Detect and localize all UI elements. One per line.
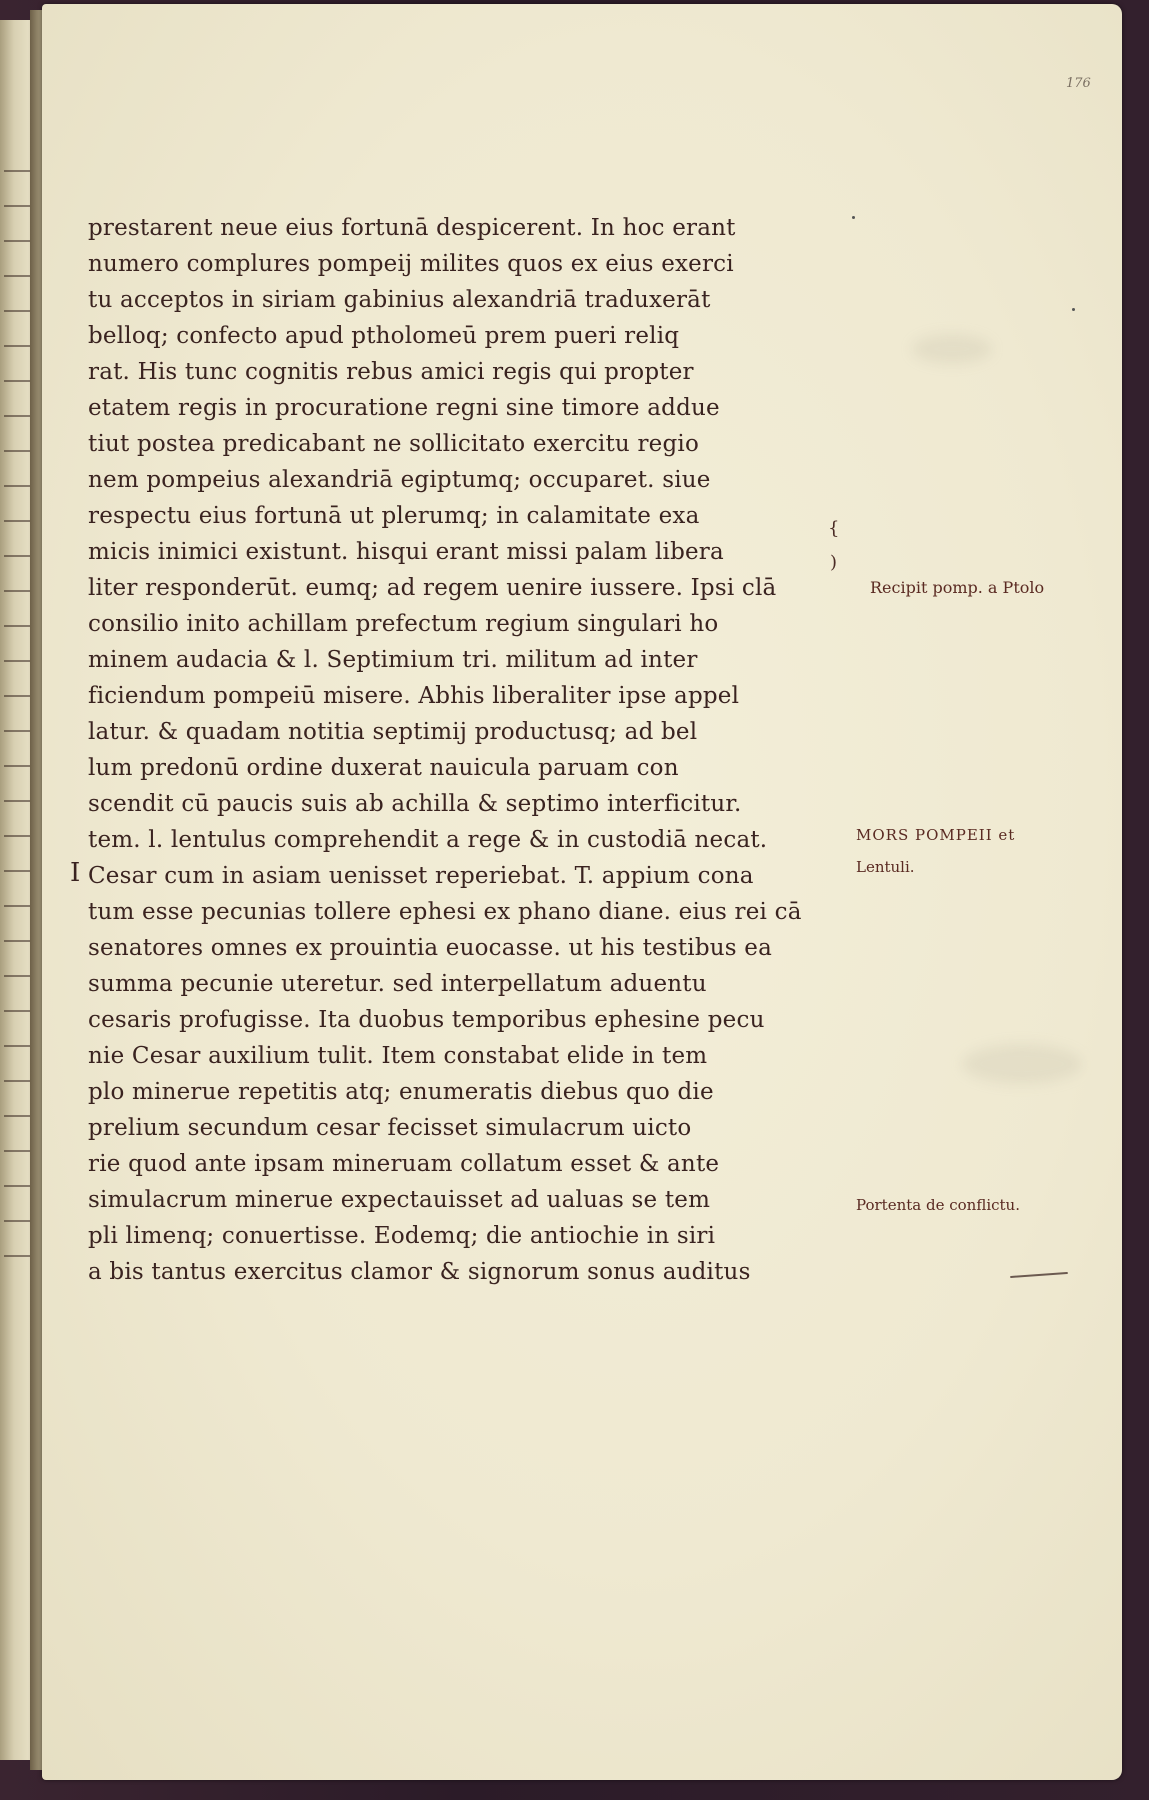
text-line: tiut postea predicabant ne sollicitato exercitu regio <box>88 431 699 457</box>
text-line: prelium secundum cesar fecisset simulacrum uicto <box>88 1115 692 1141</box>
marginal-gloss: Lentuli. <box>856 858 915 876</box>
pricking-dot <box>852 216 855 219</box>
text-line: Cesar cum in asiam uenisset reperiebat. T. appium cona <box>88 863 754 889</box>
text-line: nie Cesar auxilium tulit. Item constabat elide in tem <box>88 1043 708 1069</box>
text-line: minem audacia & l. Septimium tri. militum ad inter <box>88 647 698 673</box>
margin-bracket-mark: ) <box>830 552 838 573</box>
text-line: simulacrum minerue expectauisset ad ualuas se tem <box>88 1187 711 1213</box>
text-line: senatores omnes ex prouintia euocasse. ut his testibus ea <box>88 935 772 961</box>
text-line: summa pecunie uteretur. sed interpellatum aduentu <box>88 971 707 997</box>
text-line: etatem regis in procuratione regni sine timore addue <box>88 395 720 421</box>
marginal-gloss: Portenta de conflictu. <box>856 1196 1020 1214</box>
text-line: respectu eius fortunā ut plerumq; in calamitate exa <box>88 503 700 529</box>
text-line: tem. l. lentulus comprehendit a rege & in custodiā necat. <box>88 827 768 853</box>
text-line: pli limenq; conuertisse. Eodemq; die antiochie in siri <box>88 1223 716 1249</box>
text-line: consilio inito achillam prefectum regium singulari ho <box>88 611 719 637</box>
main-text-block <box>88 210 848 1290</box>
pricking-dot <box>1072 308 1075 311</box>
text-line: cesaris profugisse. Ita duobus temporibus ephesine pecu <box>88 1007 765 1033</box>
text-line: rie quod ante ipsam mineruam collatum esset & ante <box>88 1151 720 1177</box>
text-line: lum predonū ordine duxerat nauicula paruam con <box>88 755 679 781</box>
marginal-gloss: Recipit pomp. a Ptolo <box>870 578 1045 597</box>
text-line: prestarent neue eius fortunā despicerent. In hoc erant <box>88 215 736 241</box>
text-line: tu acceptos in siriam gabinius alexandriā traduxerāt <box>88 287 711 313</box>
text-line: micis inimici existunt. hisqui erant missi palam libera <box>88 539 724 565</box>
initial-letter: I <box>70 858 81 888</box>
text-line: numero complures pompeij milites quos ex eius exerci <box>88 251 734 277</box>
text-line: nem pompeius alexandriā egiptumq; occuparet. siue <box>88 467 711 493</box>
margin-bracket-mark: { <box>828 518 840 539</box>
text-line: ficiendum pompeiū misere. Abhis liberaliter ipse appel <box>88 683 740 709</box>
folio-number: 176 <box>1066 76 1091 91</box>
text-line: tum esse pecunias tollere ephesi ex phano diane. eius rei cā <box>88 899 802 925</box>
text-line: rat. His tunc cognitis rebus amici regis qui propter <box>88 359 694 385</box>
text-line: liter responderūt. eumq; ad regem uenire iussere. Ipsi clā <box>88 575 777 601</box>
text-line: plo minerue repetitis atq; enumeratis diebus quo die <box>88 1079 714 1105</box>
text-line: scendit cū paucis suis ab achilla & septimo interficitur. <box>88 791 742 817</box>
text-line: belloq; confecto apud ptholomeū prem pueri reliq <box>88 323 680 349</box>
text-line: latur. & quadam notitia septimij productusq; ad bel <box>88 719 698 745</box>
marginal-gloss: MORS POMPEII et <box>856 826 1016 844</box>
text-line: a bis tantus exercitus clamor & signorum sonus auditus <box>88 1259 751 1285</box>
